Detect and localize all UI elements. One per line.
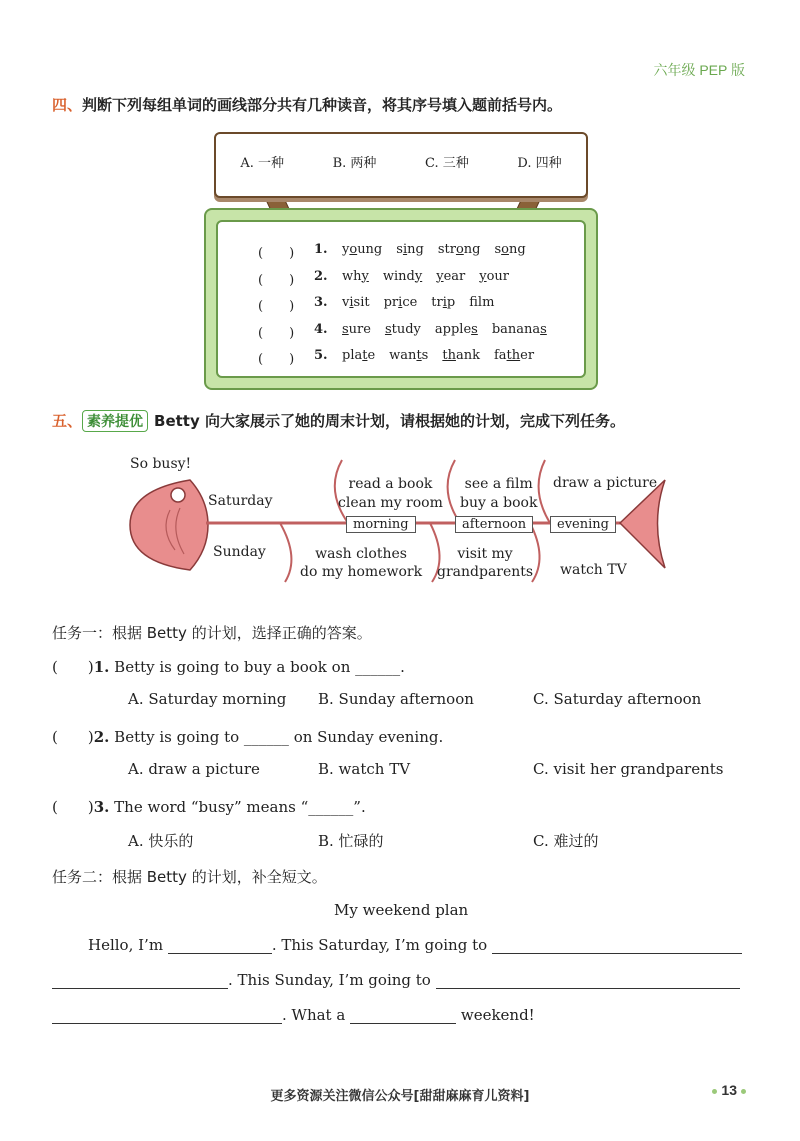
word [396,242,424,261]
activity: clean my room [338,495,443,511]
passage-text: . This Sunday, I’m going to [228,971,431,989]
question-1 [52,656,405,677]
underlined-part: th [506,348,521,363]
word [342,348,375,367]
morning-box: morning [346,516,416,533]
q1-option-b: B. Sunday afternoon [318,690,474,708]
q1-option-a: A. Saturday morning [128,690,287,708]
word [479,269,509,288]
word-part: ng [463,242,481,257]
word-row [258,322,561,341]
q2-option-c: C. visit her grandparents [533,760,724,778]
sunday-plan-cont-blank[interactable] [52,1023,282,1024]
passage-text: weekend! [460,1006,535,1024]
q3-option-b: B. 忙碌的 [318,832,384,850]
adjective-blank[interactable] [350,1023,456,1024]
word-part: ank [455,348,480,363]
word-part: str [437,242,456,257]
word [436,269,465,288]
activity: wash clothes [315,546,407,562]
word-part: v [342,295,350,310]
word-part: sit [353,295,370,310]
underlined-part: s [471,321,478,337]
section5-number: 五、 [52,412,83,430]
word-row [258,242,540,261]
activity: see a film [464,476,533,492]
question-text: The word “busy” means “______”. [114,798,366,816]
word-board [204,208,598,390]
underlined-part: i [398,295,403,310]
word-part: ung [357,242,383,257]
bone [448,460,460,523]
word-part: wind [382,268,415,284]
q2-option-a: A. draw a picture [128,760,260,778]
word-part: apple [434,321,472,337]
word-part: ce [402,295,418,310]
word-part: pla [342,348,363,363]
passage-line-3 [52,1006,535,1024]
saturday-plan-cont-blank[interactable] [52,988,228,989]
word-part: banana [491,321,541,337]
word [342,322,371,341]
answer-paren[interactable]: ( ) [258,325,295,341]
row-number: 3. [314,295,328,310]
section4-title [52,94,562,115]
word [389,348,428,367]
fish-head [130,480,208,570]
row-number: 5. [314,348,328,363]
underlined-part: i [402,242,408,257]
activity: draw a picture [553,475,658,491]
footer-note: 更多资源关注微信公众号[甜甜麻麻育儿资料] [270,1089,530,1104]
activity: watch TV [560,562,627,578]
underlined-part: y [479,268,487,284]
sound-option: D. 四种 [517,156,562,171]
sun-evening-activities [560,562,627,578]
underlined-part: th [442,348,456,363]
passage-text: . What a [282,1006,346,1024]
word-part: ng [508,242,526,257]
dot-decoration [741,1089,746,1094]
bone [280,523,291,582]
section4-instruction: 判断下列每组单词的画线部分共有几种读音，将其序号填入题前括号内。 [82,96,563,114]
question-number: 3. [93,798,110,816]
word-part: tudy [391,321,421,337]
dot-decoration [712,1089,717,1094]
word-part: s [421,348,429,363]
section4-number: 四、 [52,96,83,114]
q3-option-a: A. 快乐的 [128,832,194,850]
question-text: Betty is going to ______ on Sunday evening. [114,728,444,746]
underlined-part: o [501,242,509,257]
question-number: 2. [93,728,110,746]
row-number: 4. [314,321,328,337]
word [492,322,547,341]
activity: grandparents [437,564,534,580]
sat-evening-activities [553,475,657,491]
word [342,242,382,261]
grade-label: 六年级 PEP 版 [653,62,745,78]
word [342,295,370,314]
evening-box: evening [550,516,616,533]
saturday-plan-blank[interactable] [492,953,742,954]
underlined-part: t [416,348,422,363]
answer-paren[interactable]: ( ) [52,658,94,676]
word [342,269,369,288]
underlined-part: s [540,321,547,337]
word [385,322,421,341]
underlined-part: o [455,242,464,257]
row-number: 1. [314,242,328,257]
sound-option: B. 两种 [332,156,377,171]
fish-eye [171,488,185,502]
answer-paren[interactable]: ( ) [52,728,94,746]
answer-paren[interactable]: ( ) [52,798,94,816]
word [384,295,418,314]
word [469,295,494,314]
passage-line-2 [52,971,740,989]
word-part: ear [443,268,466,284]
word-part: pr [383,295,399,310]
word [383,269,422,288]
word-part: our [486,268,510,284]
word-row [258,295,508,314]
word-part: tr [431,295,443,310]
word-part: fa [493,348,507,363]
word-part: ng [407,242,424,257]
activity: read a book [348,476,433,492]
word-part: e [367,348,376,363]
word-part: ure [348,321,371,337]
section5-title [52,410,625,432]
task2-title: 任务二：根据 Betty 的计划，补全短文。 [52,868,327,886]
sat-morning-activities [338,475,443,513]
bone [539,460,550,523]
sound-option: A. 一种 [240,156,284,171]
underlined-part: s [342,321,349,337]
passage-line-1 [88,936,742,954]
word-part: wh [342,268,362,284]
underlined-part: i [442,295,447,310]
section5-instruction: Betty 向大家展示了她的周末计划，请根据她的计划，完成下列任务。 [154,412,625,430]
activity: buy a book [460,495,538,511]
task1-title: 任务一：根据 Betty 的计划，选择正确的答案。 [52,624,372,642]
sound-option: C. 三种 [425,156,469,171]
word-part: p [446,295,456,310]
option-board [214,132,588,198]
word [431,295,455,314]
word [442,348,480,367]
question-2 [52,726,443,747]
word-part: wan [389,348,417,363]
word-part: er [520,348,535,363]
underlined-part: s [384,321,392,337]
answer-paren[interactable]: ( ) [258,299,295,314]
saturday-label: Saturday [208,493,273,509]
name-blank[interactable] [168,953,272,954]
q1-option-c: C. Saturday afternoon [533,690,702,708]
word-part: s [494,242,502,257]
word [494,242,525,261]
underlined-part: y [414,268,423,284]
row-number: 2. [314,268,328,284]
passage-heading: My weekend plan [334,901,469,919]
word-part: y [342,242,350,257]
passage-text: Hello, I’m [88,936,164,954]
sun-afternoon-activities [437,545,533,581]
section5-badge: 素养提优 [82,410,148,432]
answer-paren[interactable]: ( ) [258,272,295,288]
word-part: s [396,242,403,257]
fish-tail [620,480,665,568]
answer-paren[interactable]: ( ) [258,352,295,367]
activity: do my homework [300,564,423,580]
page-number: 13 [708,1082,750,1098]
sat-afternoon-activities [460,475,537,513]
underlined-part: i [349,295,354,310]
so-busy-label: So busy! [130,456,192,472]
word-row [258,348,548,367]
activity: visit my [457,546,513,562]
sunday-label: Sunday [213,544,266,560]
sun-morning-activities [300,545,422,581]
passage-text: . This Saturday, I’m going to [271,936,488,954]
question-number: 1. [93,658,110,676]
word [435,322,478,341]
word [438,242,481,261]
underlined-part: y [436,268,444,284]
word-part: f [469,295,478,310]
word [494,348,534,367]
sunday-plan-blank[interactable] [436,988,740,989]
answer-paren[interactable]: ( ) [258,246,295,261]
word-row [258,269,523,288]
q2-option-b: B. watch TV [318,760,411,778]
underlined-part: t [362,348,368,363]
underlined-part: y [361,268,369,284]
question-3 [52,796,366,817]
word-part: lm [477,295,495,310]
question-text: Betty is going to buy a book on ______. [114,658,405,676]
underlined-part: o [349,242,358,257]
afternoon-box: afternoon [455,516,533,533]
q3-option-c: C. 难过的 [533,832,599,850]
